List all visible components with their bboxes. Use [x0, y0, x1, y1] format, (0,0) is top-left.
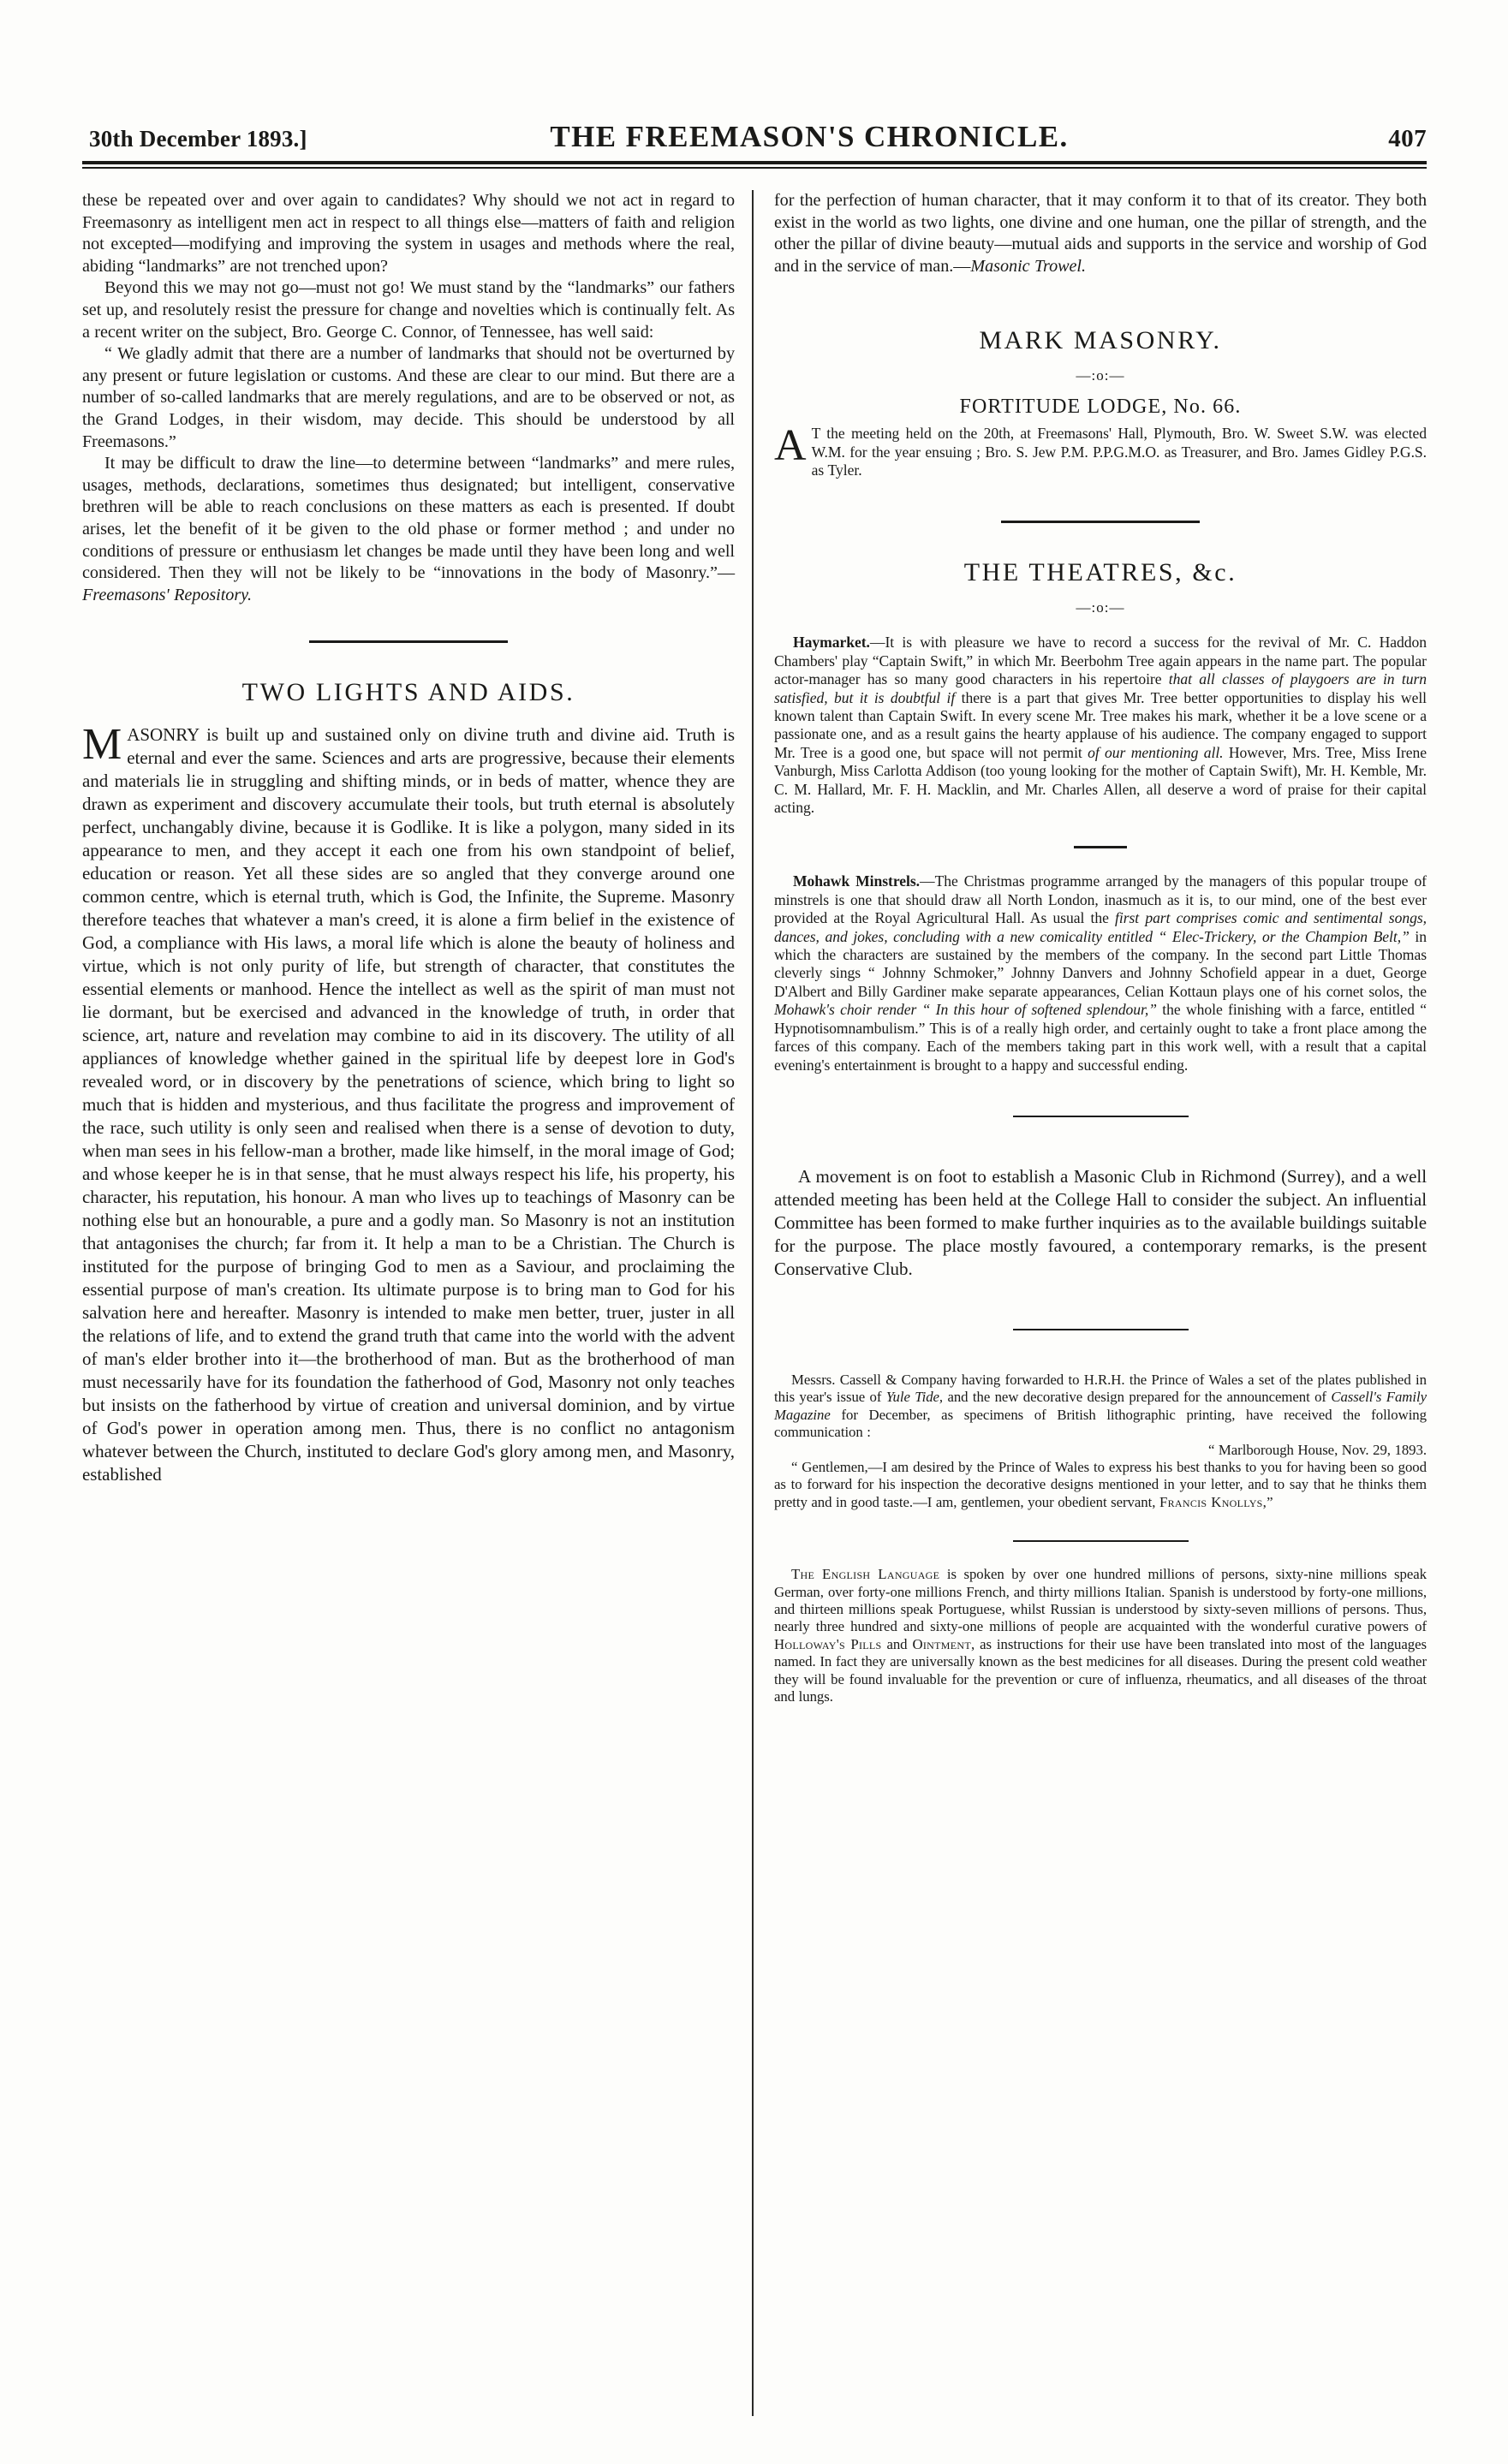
knollys-letter-text: “ Gentlemen,—I am desired by the Prince of Wales to express his best thanks to you for having been so good as to forward for his inspection the decorative designs mentioned in your letter, and to say that he thinks them pretty and in good taste.—I am, gentlemen, your obedient servant,: [774, 1458, 1427, 1510]
mohawk-italic-1: first part comprises comic and sentimental songs, dances, and jokes, concluding with a new comicality entitled “ Elec-Trickery, or the Champion Belt,”: [774, 909, 1427, 945]
haymarket-text-3: However, Mrs. Tree, Miss Irene Vanburgh, Miss Carlotta Addison (too young looking for the mother of Captain Swift), Mr. H. Kemble, Mr. C. M. Hallard, Mr. F. H. Macklin, and Mr. Charles Allen, all deserve a word of praise for their capital acting.: [774, 743, 1427, 817]
mohawk-italic-2: Mohawk's choir render “ In this hour of softened splendour,”: [774, 1001, 1157, 1019]
yule-tide-title: Yule Tide,: [885, 1389, 944, 1406]
cassell-text-3: for December, as specimens of British lithographic printing, have received the following communication :: [774, 1406, 1427, 1441]
continued-paragraph-4-text: It may be difficult to draw the line—to determine between “landmarks” and mere rules, usages, methods, declarations, sometimes thus designated; but intelligent, conservative brethren will be able to reach conclusions on these matters as each is presented. If doubt arises, let the benefit of it be given to the old phase or former method ; and under no conditions of pressure or enthusiasm let changes be made until they have been long and well considered. Then they will not be likely to be “innovations in the body of Masonry.”—: [82, 454, 735, 583]
cassell-text-2: and the new decorative design prepared for the announcement of: [943, 1389, 1332, 1406]
continued-paragraph-2: Beyond this we may not go—must not go! We must stand by the “landmarks” our fathers set up, and resolutely resist the pressure for change and novelties which is continually felt. As a recent writer on the subject, Bro. George C. Connor, of Tennessee, has well said:: [82, 278, 735, 342]
cassell-text-1: Messrs. Cassell & Company having forwarded to H.R.H. the Prince of Wales a set of the plates published in this year's issue of: [774, 1371, 1427, 1406]
mark-masonry-heading: MARK MASONRY.: [979, 326, 1222, 355]
connor-quote-paragraph: “ We gladly admit that there are a number of landmarks that should not be overturned by any present or future legislation or customs. And these are clear to our mind. But there are a number of so-called landmarks that are merely regulations, and are to be observed or not, as the Grand Lodges, in their wisdom, may decide. This should be understood by all Freemasons.”: [82, 344, 735, 451]
masonic-club-note: [774, 1165, 1427, 1281]
column-rule: [752, 190, 754, 2416]
mark-masonry-ornament: —:o:—: [1076, 367, 1125, 384]
cassell-paragraph: [774, 1372, 1427, 1442]
english-language-paragraph: [774, 1566, 1427, 1705]
mohawk-minstrels-review: [774, 872, 1427, 1074]
fortitude-lodge-heading: FORTITUDE LODGE, No. 66.: [959, 396, 1242, 419]
page-number: 407: [1388, 125, 1427, 152]
masonic-club-paragraph: A movement is on foot to establish a Masonic Club in Richmond (Surrey), and a well attended meeting has been held at the College Hall to consider the subject. An influential Committee has been formed to make further inquiries as to the available buildings suitable for the purpose. The place mostly favoured, a contemporary remarks, is the present Conservative Club.: [774, 1165, 1427, 1279]
drop-cap-m: M: [82, 720, 122, 770]
repository-source-citation: Freemasons' Repository.: [82, 585, 252, 604]
haymarket-paragraph: [774, 634, 1427, 817]
cassells-family-magazine-title: Cassell's Family Magazine: [774, 1389, 1427, 1423]
haymarket-italic-1: that all classes of playgoers are in turn satisfied, but it is doubtful if: [774, 670, 1427, 706]
masthead-rule: [82, 161, 1427, 164]
mohawk-paragraph: [774, 872, 1427, 1074]
ointment-brand: Ointment: [912, 1635, 971, 1652]
right-continued-paragraph: [774, 190, 1427, 277]
cassell-note: [774, 1372, 1427, 1511]
mohawk-lead: Mohawk Minstrels.: [793, 872, 921, 890]
haymarket-text-1: —It is with pleasure we have to record a success for the revival of Mr. C. Haddon Chambers' play “Captain Swift,” in which Mr. Beerbohm Tree again appears in the name part. The popular actor-manager has so many good characters in his repertoire: [774, 634, 1427, 688]
issue-date: 30th December 1893.]: [89, 126, 307, 152]
english-language-note: [774, 1566, 1427, 1705]
haymarket-text-2: there is a part that gives Mr. Tree better opportunities to display his well known talent than Captain Swift. In every scene Mr. Tree makes his mark, whether it be a love scene or a passionate one, and as a result gains the hearty applause of his audience. The company engaged to support Mr. Tree is a good one, but space will not permit: [774, 688, 1428, 761]
mohawk-text-2: in which the characters are sustained by the members of the company. In the second part Little Thomas cleverly sings “ Johnny Schmoker,” Johnny Danvers and Johnny Schofield appear in a duet, George D'Albert and Billy Gardiner make separate appearances, Celian Kottaun plays one of his cornet solos, the: [774, 927, 1427, 1000]
masthead: [82, 120, 1427, 154]
theatres-heading: THE THEATRES, &c.: [963, 558, 1237, 587]
knollys-signature: Francis Knollys,: [1159, 1493, 1267, 1510]
masonic-trowel-citation: Masonic Trowel.: [970, 256, 1086, 276]
publication-title: THE FREEMASON'S CHRONICLE.: [550, 120, 1069, 153]
haymarket-italic-2: of our mentioning all.: [1088, 743, 1224, 761]
english-language-text-1: is spoken by over one hundred millions of persons, sixty-nine millions speak German, over forty-one millions French, and thirty millions Italian. Spanish is understood by forty-one millions, and thirteen millions speak Portuguese, whilst Russian is understood by sixty-seven millions of persons. Thus, nearly three hundred and sixty-one millions of people are acquainted with the wonderful curative powers of: [774, 1566, 1427, 1635]
continued-paragraph-1: these be repeated over and over again to candidates? Why should we not act in regard to Freemasonry as intelligent men act in respect to all things else—matters of faith and religion not excepted—modifying and improving the system in usages and methods where the real, abiding “landmarks” are not trenched upon?: [82, 191, 735, 276]
haymarket-review: [774, 634, 1427, 817]
english-language-lead: The English Language: [791, 1566, 940, 1583]
knollys-letter-close: ”: [1267, 1493, 1273, 1510]
drop-cap-a: A: [774, 421, 807, 471]
fortitude-lodge-paragraph: T the meeting held on the 20th, at Freemasons' Hall, Plymouth, Bro. W. Sweet S.W. was elected W.M. for the year ensuing ; Bro. S. Jew P.M. P.P.G.M.O. as Treasurer, and Bro. James Gidley P.G.S. as Tyler.: [811, 425, 1427, 479]
two-lights-heading: TWO LIGHTS AND AIDS.: [241, 678, 575, 707]
masthead-rule-secondary: [82, 167, 1427, 169]
two-lights-body: [82, 720, 735, 1486]
mohawk-text-3: the whole finishing with a farce, entitled “ Hypnotisomnambulism.” This is of a really high order, and certainly ought to take a front place among the farces of this company. Each of the members taking part in this work well, with a result that a capital evening's entertainment is brought to a happy and successful ending.: [774, 1001, 1427, 1074]
fortitude-lodge-body: [774, 421, 1427, 479]
theatres-ornament: —:o:—: [1076, 599, 1125, 616]
letter-dateline: “ Marlborough House, Nov. 29, 1893.: [1207, 1441, 1427, 1458]
right-continued-text: for the perfection of human character, that it may conform it to that of its creator. They both exist in the world as two lights, one divine and one human, one the pillar of strength, and the other the pillar of divine beauty—mutual aids and supports in the service and worship of God and in the service of man.—: [774, 191, 1427, 276]
two-lights-paragraph: ASONRY is built up and sustained only on divine truth and divine aid. Truth is eternal and ever the same. Sciences and arts are progressive, because their elements and materials lie in struggling and shifting minds, or in beds of matter, whence they are drawn as experiment and discovery accumulate their tools, but truth eternal is absolutely perfect, unchangably divine, because it is Godlike. It is like a polygon, many sided in its appearance to men, and they accept it each one from his own standpoint of belief, education or reason. Yet all these sides are so angled that they converge around one common centre, which is eternal truth, which is God, the Infinite, the Supreme. Masonry therefore teaches that whatever a man's creed, it is alone a firm belief in the existence of God, a compliance with His laws, a moral life which is alone the beauty of holiness and virtue, which is not only purity of life, but strength of character, that constitutes the essential elements or manhood. Hence the intellect as well as the spirit of man must not lie dormant, but be exercised and advanced in the knowledge of truth, in order that science, art, nature and revelation may combine to aid in its discovery. The utility of all appliances of knowledge whether gained in the spiritual life by deepest lore in God's revealed word, or in discovery by the penetrations of science, which bring to light so much that is hidden and mysterious, and thus facilitate the progress and improvement of the race, such utility is only seen and realised when there is a sense of devotion to duty, when man sees in his fellow-man a brother, made like himself, in the moral image of God; and whose keeper he is in that sense, that he must always respect his life, his property, his character, his reputation, his honour. A man who lives up to teachings of Masonry can be nothing else but an honourable, a pure and a godly man. So Masonry is not an institution that antagonises the church; far from it. It help a man to be a Christian. The Church is instituted for the purpose of bringing God to men as a Saviour, and proclaiming the essential purpose of man's creation. Its ultimate purpose is to bring man to God for his salvation here and hereafter. Masonry is intended to make men better, truer, juster in all the relations of life, and to extend the grand truth that came into the world with the advent of man's elder brother into it—the brotherhood of man. But as the brotherhood of man must necessarily have for its foundation the fatherhood of God, Masonry not only teaches but insists on the fatherhood by virtue of creation and universal dominion, and by virtue of God's power in operation among men. Thus, there is no conflict no antagonism whatever between the Church, instituted to declare God's glory among men, and Masonry, established: [82, 724, 735, 1485]
english-language-text-2: , as instructions for their use have been translated into most of the languages named. In fact they are universally known as the best medicines for all diseases. During the present cold weather they will be found invaluable for the prevention or cure of influenza, rheumatics, and all diseases of the throat and lungs.: [774, 1635, 1428, 1705]
column-container: [82, 190, 1427, 2416]
right-column: [755, 190, 1427, 2416]
left-column: [82, 190, 750, 2416]
holloways-pills-brand: Holloway's Pills: [774, 1635, 882, 1652]
haymarket-lead: Haymarket.: [793, 634, 870, 652]
mohawk-text-1: —The Christmas programme arranged by the managers of this popular troupe of minstrels is one that should draw all North London, inasmuch as it is, to our mind, one of the best ever provided at the Royal Agricultural Hall. As usual the: [774, 872, 1427, 927]
knollys-letter-paragraph: [774, 1459, 1427, 1511]
continued-paragraph-4: [82, 453, 735, 606]
english-language-conjunction: and: [881, 1635, 913, 1652]
